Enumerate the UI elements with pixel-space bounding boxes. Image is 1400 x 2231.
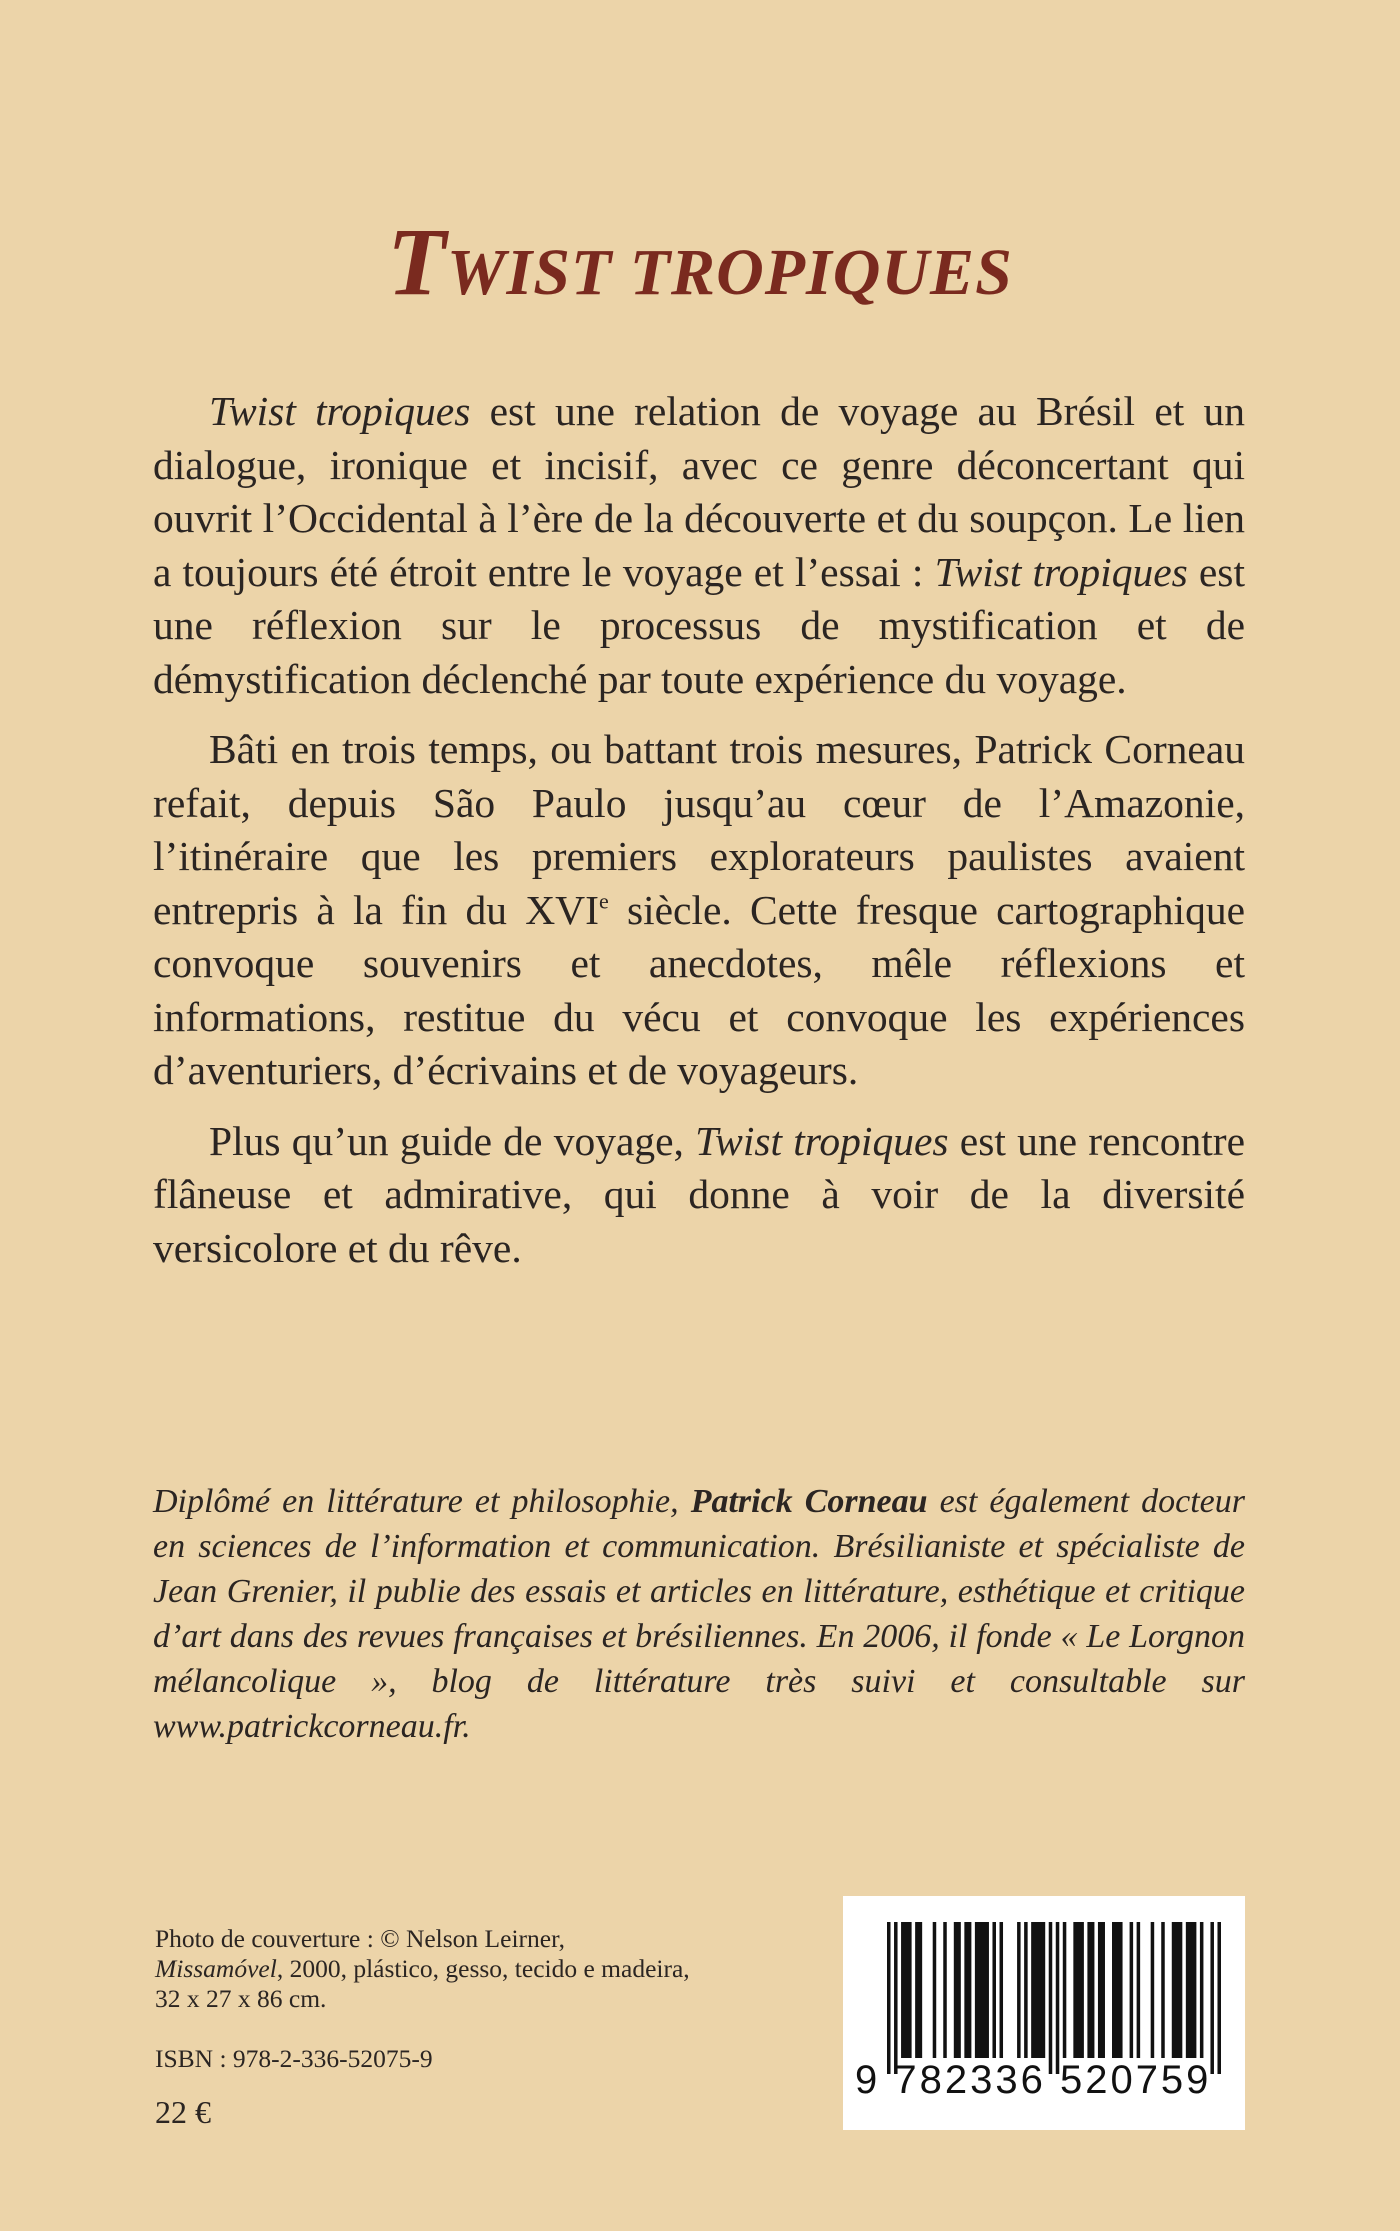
italic-book-title: Twist tropiques [934,548,1188,595]
artwork-details: , 2000, plástico, gesso, tecido e madeira, [276,1954,690,1983]
title-rest: WIST TROPIQUES [446,236,1013,310]
barcode-bar [933,1922,937,2058]
barcode-bar [975,1922,989,2058]
barcode-guard-bar [1210,1922,1214,2074]
book-title [0,208,1400,316]
barcode-bar [1031,1922,1045,2058]
blurb-text: Bâti en trois temps, ou battant trois mesures, Patrick Corneau refait, depuis São Paulo jusqu’au cœur de l’Amazonie, l’itinéraire que les premiers explorateurs paulistes avaient entrepris à la fin du XVI [153,726,1245,933]
barcode-bar [901,1922,912,2058]
barcode [843,1896,1245,2130]
italic-book-title: Twist tropiques [695,1117,949,1164]
italic-book-title: Twist tropiques [209,388,471,434]
bio-text: Diplômé en littérature et philosophie, [153,1483,691,1520]
blurb-paragraph-2 [153,723,1245,1098]
barcode-bar [1087,1922,1094,2058]
barcode-bar [964,1922,971,2058]
credits-line-3: 32 x 27 x 86 cm. [155,1984,327,2013]
back-cover-blurb [153,385,1245,1292]
barcode-bar [1024,1922,1028,2058]
barcode-digits: 9 782336 520759 [855,2058,1212,2102]
blurb-paragraph-3 [153,1115,1245,1276]
isbn: ISBN : 978-2-336-52075-9 [155,2044,433,2073]
credits-line-1: Photo de couverture : © Nelson Leirner, [155,1924,565,1953]
price: 22 € [155,2094,211,2130]
barcode-bar [1161,1922,1165,2058]
barcode-guard-bar [1056,1922,1060,2074]
title-initial: T [387,208,447,316]
artwork-title: Missamóvel [155,1954,277,1983]
barcode-bar [1063,1922,1067,2058]
century-superscript: e [598,888,609,914]
blurb-text: est une relation de voyage au Brésil et un dialogue, ironique et incisif, avec ce genre déconcertant qui ouvrit l’Occidental à l’ère de la découverte et du soupçon. Le lien a toujours été étroit entre le voyage et l’essai : [153,388,1245,595]
barcode-bar [943,1922,947,2058]
barcode-guard-bar [887,1922,891,2074]
barcode-bar [1151,1922,1155,2058]
barcode-guard-bar [894,1922,898,2074]
barcode-bar [1112,1922,1123,2058]
blurb-text: est une rencontre flâneuse et admirative, qui donne à voir de la diversité versicolore et du rêve. [153,1117,1245,1271]
barcode-bar [1172,1922,1183,2058]
blurb-text: siècle. Cette fresque cartographique convoque souvenirs et anecdotes, mêle réflexions et informations, restitue du vécu et convoque les expériences d’aventuriers, d’écrivains et de voyageurs. [153,886,1245,1093]
barcode-guard-bar [1217,1922,1221,2074]
barcode-bar [1200,1922,1204,2058]
barcode-bar [992,1922,996,2058]
author-name: Patrick Corneau [690,1483,928,1520]
author-bio [153,1479,1245,1749]
barcode-bar [1000,1922,1004,2058]
barcode-guard-bar [1049,1922,1053,2074]
blurb-text: Plus qu’un guide de voyage, [209,1117,696,1164]
barcode-bar [1098,1922,1105,2058]
cover-photo-credits [155,1924,815,2014]
barcode-bar [954,1922,961,2058]
barcode-bar [1186,1922,1197,2058]
barcode-bar [1137,1922,1141,2058]
credits-line-2 [155,1954,815,1984]
barcode-bar [915,1922,922,2058]
barcode-bar [1073,1922,1084,2058]
blurb-text: est une réflexion sur le processus de mystification et de démystification déclenché par toute expérience du voyage. [153,548,1245,702]
blurb-paragraph-1 [153,385,1245,706]
bio-text: est également docteur en sciences de l’information et communication. Brésilianiste et spécialiste de Jean Grenier, il publie des essais et articles en littérature, esthétique et critique d’art dans des revues françaises et brésiliennes. En 2006, il fonde « Le Lorgnon mélancolique », blog de littérature très suivi et consultable sur www.patrickcorneau.fr. [153,1483,1245,1745]
barcode-bar [1017,1922,1021,2058]
barcode-bar [1130,1922,1134,2058]
